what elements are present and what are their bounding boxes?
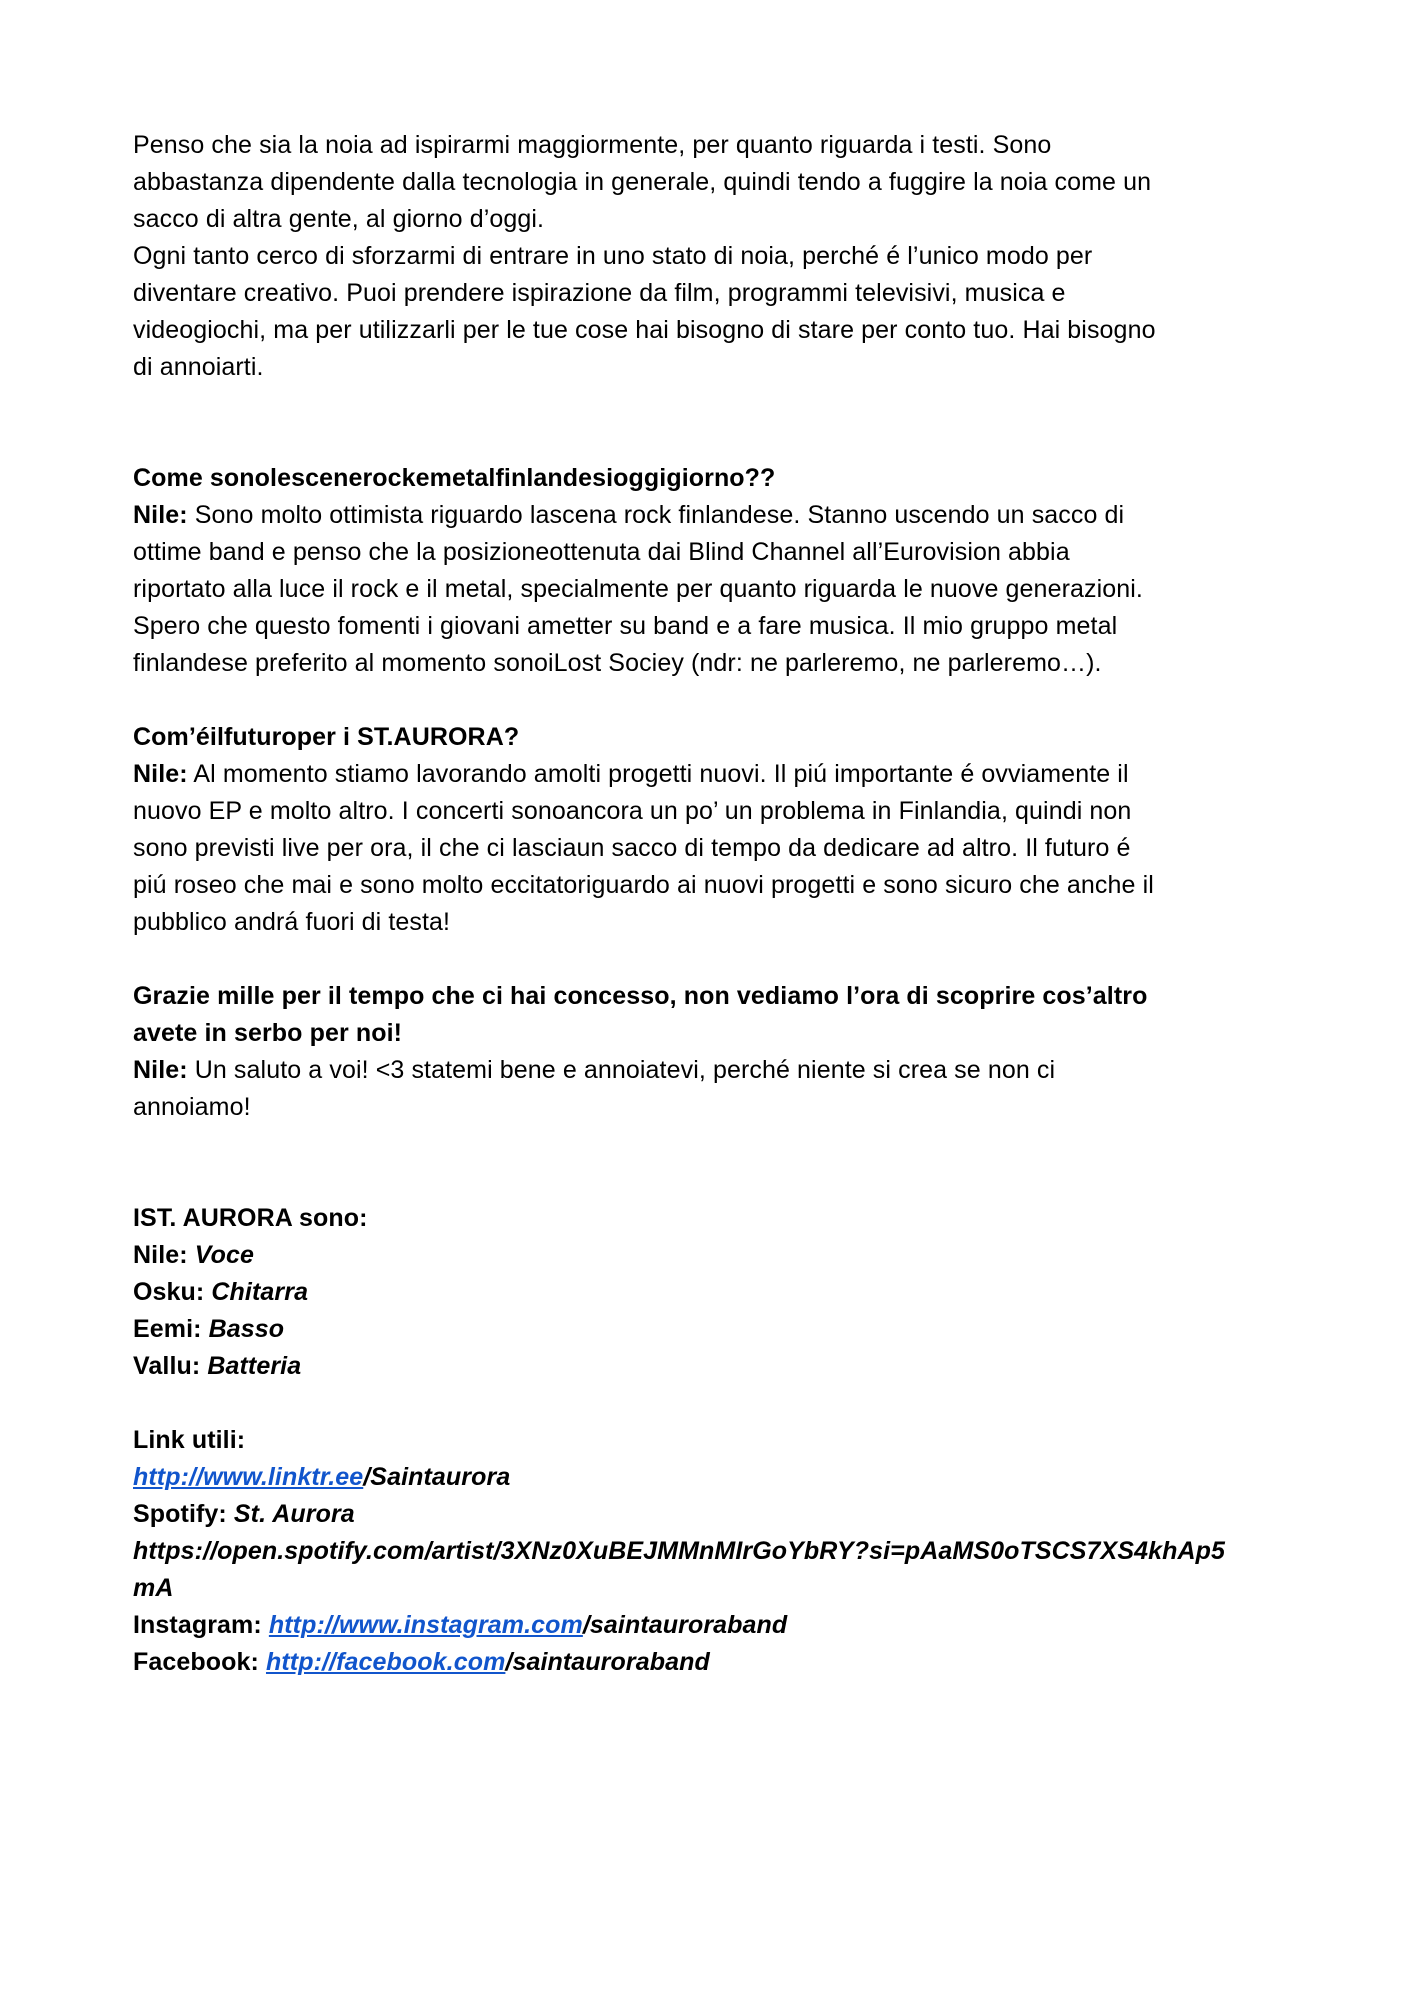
text-line <box>133 867 1294 904</box>
text-run: piú roseo che mai e sono molto eccitatoriguardo ai nuovi progetti e sono sicuro che anche il <box>133 871 1154 899</box>
text-line <box>133 460 1294 497</box>
text-run: Nile: <box>133 501 188 529</box>
text-line <box>133 645 1294 682</box>
text-run: Basso <box>208 1315 285 1343</box>
text-line <box>133 127 1294 164</box>
text-line <box>133 1348 1294 1385</box>
text-run: Come sonolescenerockemetalfinlandesioggigiorno?? <box>133 464 776 492</box>
empty-line <box>133 1126 1294 1163</box>
text-run: Al momento stiamo lavorando amolti progetti nuovi. Il piú importante é ovviamente il <box>187 760 1129 788</box>
empty-line <box>133 423 1294 460</box>
text-line <box>133 571 1294 608</box>
text-line <box>133 1422 1294 1459</box>
text-line <box>133 608 1294 645</box>
text-run: IST. AURORA sono: <box>133 1204 368 1232</box>
text-run: /Saintaurora <box>363 1463 511 1491</box>
text-run: Eemi: <box>133 1315 209 1343</box>
text-line <box>133 349 1294 386</box>
text-run: /saintauroraband <box>505 1648 710 1676</box>
empty-line <box>133 1385 1294 1422</box>
text-run: Facebook: <box>133 1648 266 1676</box>
text-line <box>133 1644 1294 1681</box>
text-run: /saintauroraband <box>582 1611 788 1639</box>
empty-line <box>133 386 1294 423</box>
text-line <box>133 793 1294 830</box>
text-run: pubblico andrá fuori di testa! <box>133 908 451 936</box>
text-line <box>133 756 1294 793</box>
text-run: Com’éilfuturoper i ST.AURORA? <box>133 723 520 751</box>
text-run: mA <box>133 1574 174 1602</box>
text-run: Vallu: <box>133 1352 208 1380</box>
text-run: Nile: <box>133 760 188 788</box>
text-run: Nile: <box>133 1056 188 1084</box>
text-run: videogiochi, ma per utilizzarli per le tue cose hai bisogno di stare per conto tuo. Hai bisogno <box>133 316 1156 344</box>
text-run: https://open.spotify.com/artist/3XNz0XuBEJMMnMIrGoYbRY?si=pAaMS0oTSCS7XS4khAp5 <box>133 1537 1226 1565</box>
text-run: Spero che questo fomenti i giovani ametter su band e a fare musica. Il mio gruppo metal <box>133 612 1118 640</box>
text-line <box>133 719 1294 756</box>
text-run: Osku: <box>133 1278 212 1306</box>
text-line <box>133 238 1294 275</box>
text-line <box>133 497 1294 534</box>
empty-line <box>133 1163 1294 1200</box>
text-line <box>133 534 1294 571</box>
hyperlink[interactable]: http://facebook.com <box>265 1648 506 1676</box>
text-run: St. Aurora <box>233 1500 355 1528</box>
text-run: Sono molto ottimista riguardo lascena rock finlandese. Stanno uscendo un sacco di <box>187 501 1125 529</box>
text-run: riportato alla luce il rock e il metal, specialmente per quanto riguarda le nuove generazioni. <box>133 575 1143 603</box>
hyperlink[interactable]: http://www.linktr.ee <box>133 1463 364 1491</box>
text-line <box>133 1533 1294 1570</box>
text-line <box>133 201 1294 238</box>
text-run: Batteria <box>207 1352 302 1380</box>
text-line <box>133 1200 1294 1237</box>
text-line <box>133 1089 1294 1126</box>
text-run: sacco di altra gente, al giorno d’oggi. <box>133 205 545 233</box>
text-line <box>133 312 1294 349</box>
text-line <box>133 1274 1294 1311</box>
hyperlink[interactable]: http://www.instagram.com <box>268 1611 583 1639</box>
text-run: annoiamo! <box>133 1093 251 1121</box>
text-run: abbastanza dipendente dalla tecnologia in generale, quindi tendo a fuggire la noia come un <box>133 168 1152 196</box>
text-run: ottime band e penso che la posizioneottenuta dai Blind Channel all’Eurovision abbia <box>133 538 1070 566</box>
text-run: Un saluto a voi! <3 statemi bene e annoiatevi, perché niente si crea se non ci <box>187 1056 1056 1084</box>
text-line <box>133 1459 1294 1496</box>
text-run: sono previsti live per ora, il che ci lasciaun sacco di tempo da dedicare ad altro. Il futuro é <box>133 834 1131 862</box>
text-line <box>133 1607 1294 1644</box>
text-run: Penso che sia la noia ad ispirarmi maggiormente, per quanto riguarda i testi. Sono <box>133 131 1052 159</box>
text-line <box>133 164 1294 201</box>
text-run: Chitarra <box>211 1278 309 1306</box>
text-line <box>133 1570 1294 1607</box>
text-run: Ogni tanto cerco di sforzarmi di entrare in uno stato di noia, perché é l’unico modo per <box>133 242 1093 270</box>
text-line <box>133 978 1294 1015</box>
text-line <box>133 830 1294 867</box>
text-run: nuovo EP e molto altro. I concerti sonoancora un po’ un problema in Finlandia, quindi non <box>133 797 1132 825</box>
text-line <box>133 1015 1294 1052</box>
empty-line <box>133 682 1294 719</box>
text-run: Link utili: <box>133 1426 246 1454</box>
text-line <box>133 904 1294 941</box>
text-line <box>133 1496 1294 1533</box>
text-run: Spotify: <box>133 1500 234 1528</box>
text-run: diventare creativo. Puoi prendere ispirazione da film, programmi televisivi, musica e <box>133 279 1066 307</box>
empty-line <box>133 941 1294 978</box>
text-run: Instagram: <box>133 1611 269 1639</box>
text-run: avete in serbo per noi! <box>133 1019 403 1047</box>
text-run: Voce <box>194 1241 254 1269</box>
text-line <box>133 1237 1294 1274</box>
text-line <box>133 275 1294 312</box>
text-line <box>133 1311 1294 1348</box>
text-run: finlandese preferito al momento sonoiLost Sociey (ndr: ne parleremo, ne parleremo…). <box>133 649 1102 677</box>
text-run: Grazie mille per il tempo che ci hai concesso, non vediamo l’ora di scoprire cos’altro <box>133 982 1148 1010</box>
text-run: Nile: <box>133 1241 195 1269</box>
text-run: di annoiarti. <box>133 353 264 381</box>
text-line <box>133 1052 1294 1089</box>
